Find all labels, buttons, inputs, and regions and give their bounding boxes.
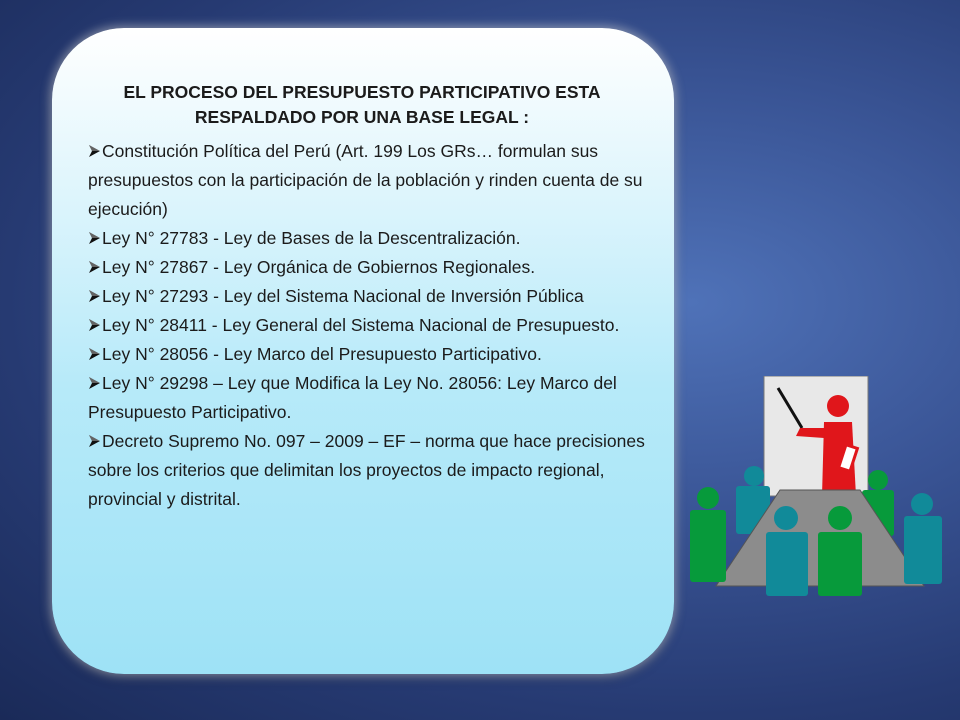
list-item [88,137,648,224]
list-item-text: Ley N° 28411 - Ley General del Sistema Nacional de Presupuesto. [102,315,620,335]
meeting-presentation-icon [688,376,948,598]
list-item [88,427,648,514]
arrow-bullet-icon [88,376,101,390]
arrow-bullet-icon [88,347,101,361]
arrow-bullet-icon [88,289,101,303]
list-item [88,340,648,369]
list-item [88,224,648,253]
list-item-text: Ley N° 28056 - Ley Marco del Presupuesto Participativo. [102,344,542,364]
arrow-bullet-icon [88,260,101,274]
legal-basis-list [88,137,648,514]
arrow-bullet-icon [88,318,101,332]
list-item-text: Ley N° 29298 – Ley que Modifica la Ley No. 28056: Ley Marco del Presupuesto Participativo. [88,373,617,422]
arrow-bullet-icon [88,434,101,448]
slide-heading: EL PROCESO DEL PRESUPUESTO PARTICIPATIVO ESTA RESPALDADO POR UNA BASE LEGAL : [123,82,601,127]
list-item-text: Ley N° 27867 - Ley Orgánica de Gobiernos Regionales. [102,257,536,277]
arrow-bullet-icon [88,231,101,245]
list-item-text: Ley N° 27293 - Ley del Sistema Nacional de Inversión Pública [102,286,584,306]
arrow-bullet-icon [88,144,101,158]
list-item-text: Decreto Supremo No. 097 – 2009 – EF – norma que hace precisiones sobre los criterios que delimitan los proyectos de impacto regional, provincial y distrital. [88,431,645,509]
list-item [88,253,648,282]
list-item [88,369,648,427]
list-item-text: Ley N° 27783 - Ley de Bases de la Descentralización. [102,228,521,248]
list-item [88,311,648,340]
list-item [88,282,648,311]
list-item-text: Constitución Política del Perú (Art. 199 Los GRs… formulan sus presupuestos con la participación de la población y rinden cuenta de su ejecución) [88,141,643,219]
